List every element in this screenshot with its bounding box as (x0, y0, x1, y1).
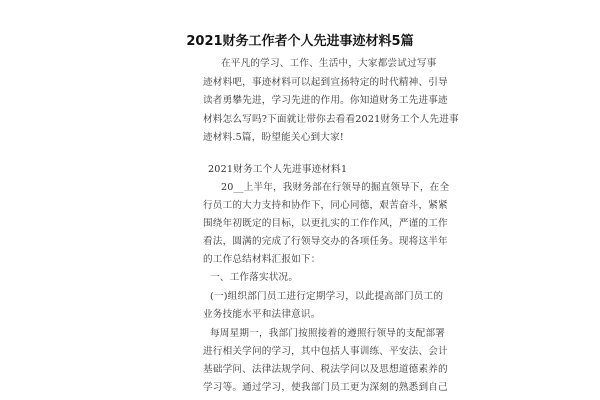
section-title: 2021财务工个人先进事迹材料1 (208, 164, 348, 175)
intro-line: 迹材料.5篇，盼望能关心到大家! (203, 132, 344, 143)
body-line: 围绕年初既定的目标，以更扎实的工作作风，严谨的工作 (203, 218, 448, 229)
document-title: 2021财务工作者个人先进事迹材料5篇 (186, 34, 414, 49)
body-line: 进行相关学问的学习，其中包括人事训练、平安法、会计 (203, 346, 448, 357)
body-line: (一)组织部门员工进行定期学习，以此提高部门员工的 (210, 291, 444, 302)
body-line: 的工作总结材料汇报如下： (203, 254, 321, 265)
body-line: 学习等。通过学习，使我部门员工更为深刻的熟悉到自己 (203, 382, 448, 393)
intro-line: 材料怎么写吗?下面就让带你去看看2021财务工个人先进事 (203, 114, 459, 125)
body-line: 20__上半年，我财务部在行领导的掘直领导下，在全 (221, 182, 450, 193)
body-line: 看法，圆满的完成了行领导交办的各项任务。现将这半年 (203, 236, 448, 247)
body-line: 一、工作落实状况。 (210, 272, 299, 283)
intro-line: 读者勇攀先进，学习先进的作用。你知道财务工先进事迹 (203, 95, 448, 106)
body-line: 基础学问、法律法规学问、税法学问以及思想道德素养的 (203, 364, 448, 375)
body-line: 业务技能水平和法律意识。 (203, 309, 321, 320)
intro-line: 迹材料吧，事迹材料可以起到宣扬特定的时代精神、引导 (203, 77, 448, 88)
body-line: 行员工的大力支持和协作下，同心同德，艰苦奋斗，紧紧 (203, 200, 448, 211)
intro-line: 在平凡的学习、工作、生活中，大家都尝试过写事 (221, 58, 437, 69)
body-line: 每周星期一，我部门按照接着的遵照行领导的支配部署 (210, 328, 446, 339)
